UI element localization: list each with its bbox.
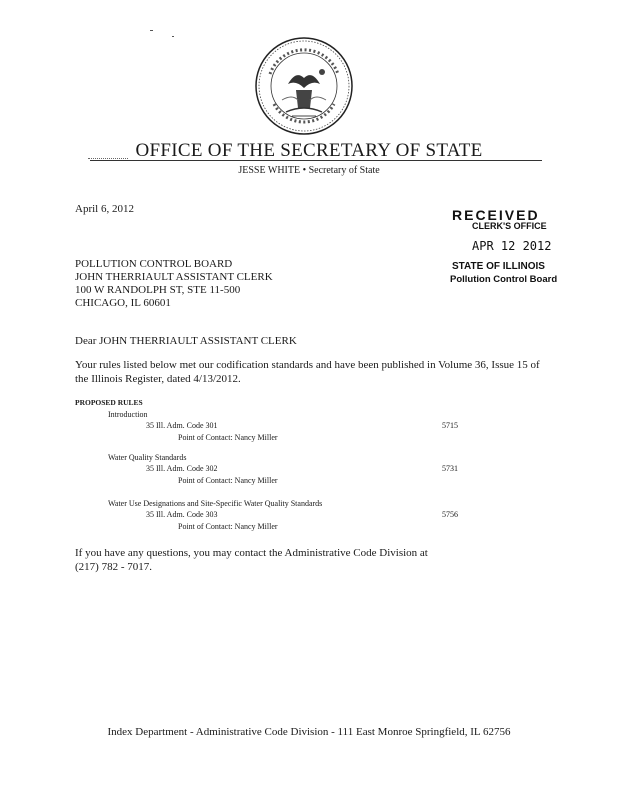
body-paragraph: Your rules listed below met our codification standards and have been published in Volume 36, Issue 15 of the Illinois Register, dated 4/13/2012.	[75, 359, 540, 385]
state-seal-icon	[252, 34, 356, 138]
address-line: POLLUTION CONTROL BOARD	[75, 258, 233, 270]
rule-title: Water Use Designations and Site-Specific Water Quality Standards	[108, 499, 323, 508]
footer-address: Index Department - Administrative Code Division - 111 East Monroe Springfield, IL 62756	[107, 726, 511, 738]
rule-contact: Point of Contact: Nancy Miller	[178, 522, 278, 531]
closing-line: If you have any questions, you may contact the Administrative Code Division at	[75, 547, 428, 559]
rule-page: 5731	[442, 464, 458, 473]
address-line: JOHN THERRIAULT ASSISTANT CLERK	[75, 271, 273, 283]
office-title: OFFICE OF THE SECRETARY OF STATE	[135, 140, 483, 161]
rule-contact: Point of Contact: Nancy Miller	[178, 433, 278, 442]
scan-speck	[172, 36, 174, 37]
recipient-address	[75, 258, 273, 310]
rule-code: 35 Ill. Adm. Code 301	[146, 421, 218, 430]
stamp-clerks-office: CLERK'S OFFICE	[472, 221, 547, 231]
rules-heading: PROPOSED RULES	[75, 398, 143, 407]
rule-code: 35 Ill. Adm. Code 302	[146, 464, 218, 473]
rule-code: 35 Ill. Adm. Code 303	[146, 510, 218, 519]
header-rule	[90, 160, 542, 161]
office-subtitle: JESSE WHITE • Secretary of State	[238, 165, 380, 176]
scan-speck	[150, 30, 153, 31]
address-line: 100 W RANDOLPH ST, STE 11-500	[75, 284, 241, 296]
closing-phone: (217) 782 - 7017.	[75, 561, 152, 573]
rule-title: Introduction	[108, 410, 148, 419]
header-dotted-rule	[88, 158, 128, 159]
letter-date: April 6, 2012	[75, 203, 134, 215]
salutation: Dear JOHN THERRIAULT ASSISTANT CLERK	[75, 335, 297, 347]
rule-page: 5756	[442, 510, 458, 519]
rule-title: Water Quality Standards	[108, 453, 187, 462]
closing-paragraph	[75, 546, 545, 574]
address-line: CHICAGO, IL 60601	[75, 297, 171, 309]
stamp-state: STATE OF ILLINOIS	[452, 261, 545, 272]
rule-contact: Point of Contact: Nancy Miller	[178, 476, 278, 485]
rule-page: 5715	[442, 421, 458, 430]
stamp-date: APR 12 2012	[472, 239, 552, 253]
stamp-board: Pollution Control Board	[450, 274, 558, 285]
stamp-received: RECEIVED	[452, 207, 540, 223]
